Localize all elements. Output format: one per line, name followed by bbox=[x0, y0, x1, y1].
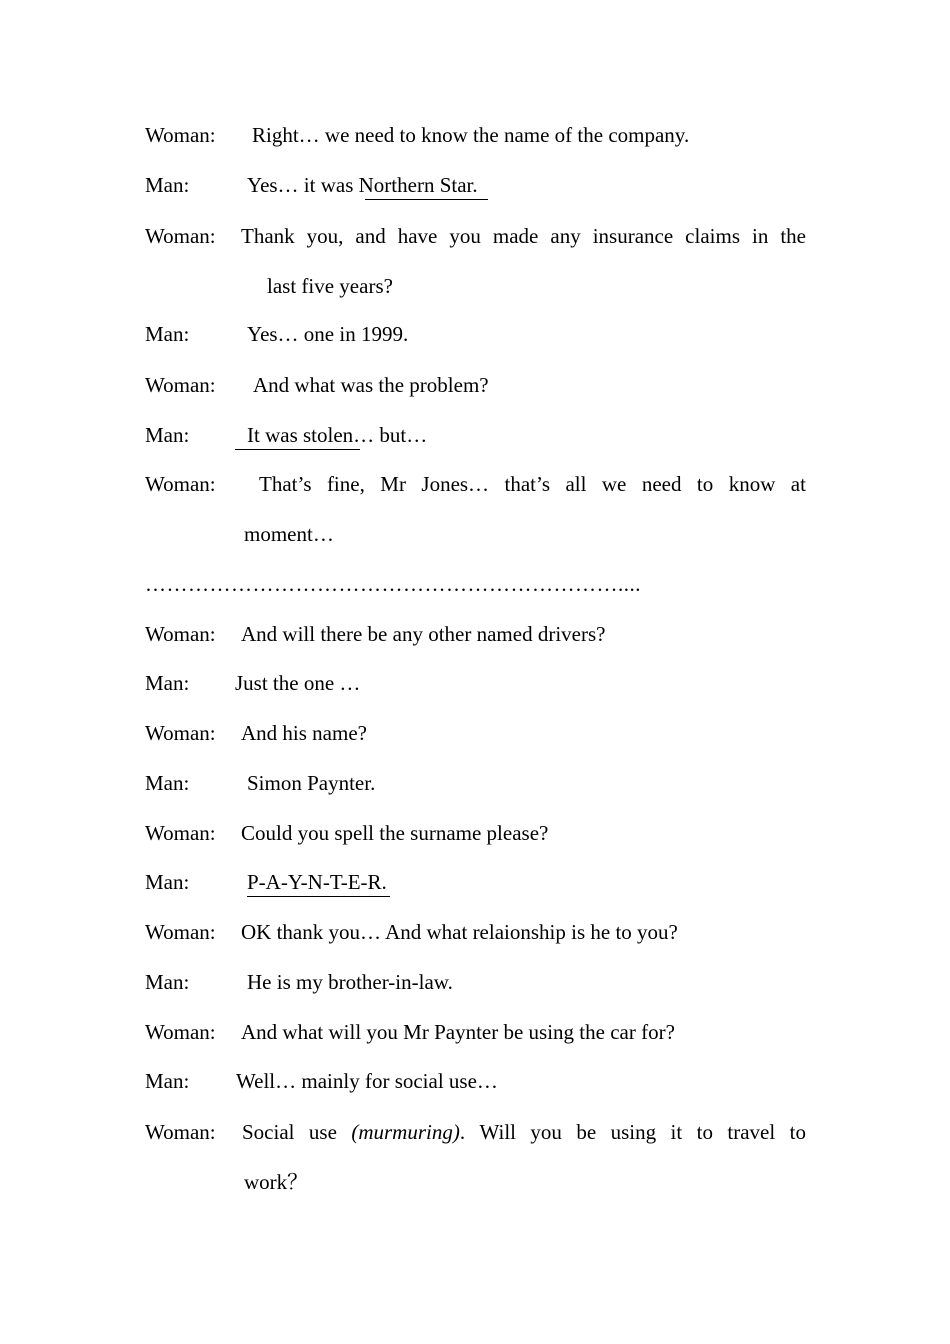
dialogue-text: And will there be any other named drivers? bbox=[241, 622, 606, 646]
speaker-label: Man: bbox=[145, 173, 190, 197]
speaker-label: Woman: bbox=[145, 224, 216, 248]
speaker-label: Man: bbox=[145, 1069, 190, 1093]
dialogue-text: It was stolen… but… bbox=[247, 423, 428, 447]
speaker-label: Man: bbox=[145, 423, 190, 447]
dialogue-continuation: last five years? bbox=[267, 274, 393, 298]
dialogue-text: Well… mainly for social use… bbox=[236, 1069, 498, 1093]
answer-blank-line bbox=[247, 896, 390, 897]
dialogue-text: Social use (murmuring). Will you be using it to travel to bbox=[242, 1120, 806, 1144]
dialogue-text: And what was the problem? bbox=[253, 373, 489, 397]
answer-underline: It was stolen bbox=[247, 423, 354, 447]
dialogue-text: And what will you Mr Paynter be using the car for? bbox=[241, 1020, 675, 1044]
answer-blank-line bbox=[365, 199, 488, 200]
dialogue-text: Just the one … bbox=[235, 671, 361, 695]
speaker-label: Man: bbox=[145, 322, 190, 346]
speaker-label: Woman: bbox=[145, 1120, 216, 1144]
speaker-label: Man: bbox=[145, 771, 190, 795]
dialogue-text: Thank you, and have you made any insurance claims in the bbox=[241, 224, 806, 248]
dialogue-text: Could you spell the surname please? bbox=[241, 821, 549, 845]
speaker-label: Woman: bbox=[145, 472, 216, 496]
dialogue-text: And his name? bbox=[241, 721, 367, 745]
speaker-label: Woman: bbox=[145, 721, 216, 745]
speaker-label: Woman: bbox=[145, 373, 216, 397]
dialogue-text: P-A-Y-N-T-E-R. bbox=[247, 870, 387, 894]
dialogue-text: That’s fine, Mr Jones… that’s all we need to know at bbox=[259, 472, 806, 496]
speaker-label: Woman: bbox=[145, 622, 216, 646]
dialogue-text: Yes… it was Northern Star. bbox=[247, 173, 478, 197]
dialogue-text: Yes… one in 1999. bbox=[247, 322, 409, 346]
stage-direction: (murmuring) bbox=[351, 1120, 460, 1144]
speaker-label: Woman: bbox=[145, 920, 216, 944]
speaker-label: Man: bbox=[145, 970, 190, 994]
speaker-label: Woman: bbox=[145, 123, 216, 147]
dialogue-continuation: moment… bbox=[244, 522, 334, 546]
section-separator: ………………………………………………………….... bbox=[145, 572, 641, 596]
speaker-label: Man: bbox=[145, 870, 190, 894]
answer-blank-line bbox=[235, 449, 360, 450]
speaker-label: Man: bbox=[145, 671, 190, 695]
speaker-label: Woman: bbox=[145, 1020, 216, 1044]
answer-underline: P-A-Y-N-T-E-R bbox=[247, 870, 382, 894]
dialogue-text: OK thank you… And what relaionship is he to you? bbox=[241, 920, 678, 944]
dialogue-text: He is my brother-in-law. bbox=[247, 970, 453, 994]
dialogue-text: Right… we need to know the name of the company. bbox=[252, 123, 690, 147]
speaker-label: Woman: bbox=[145, 821, 216, 845]
dialogue-continuation: work？ bbox=[244, 1170, 309, 1194]
answer-underline: Northern Star bbox=[358, 173, 473, 197]
dialogue-text: Simon Paynter. bbox=[247, 771, 376, 795]
